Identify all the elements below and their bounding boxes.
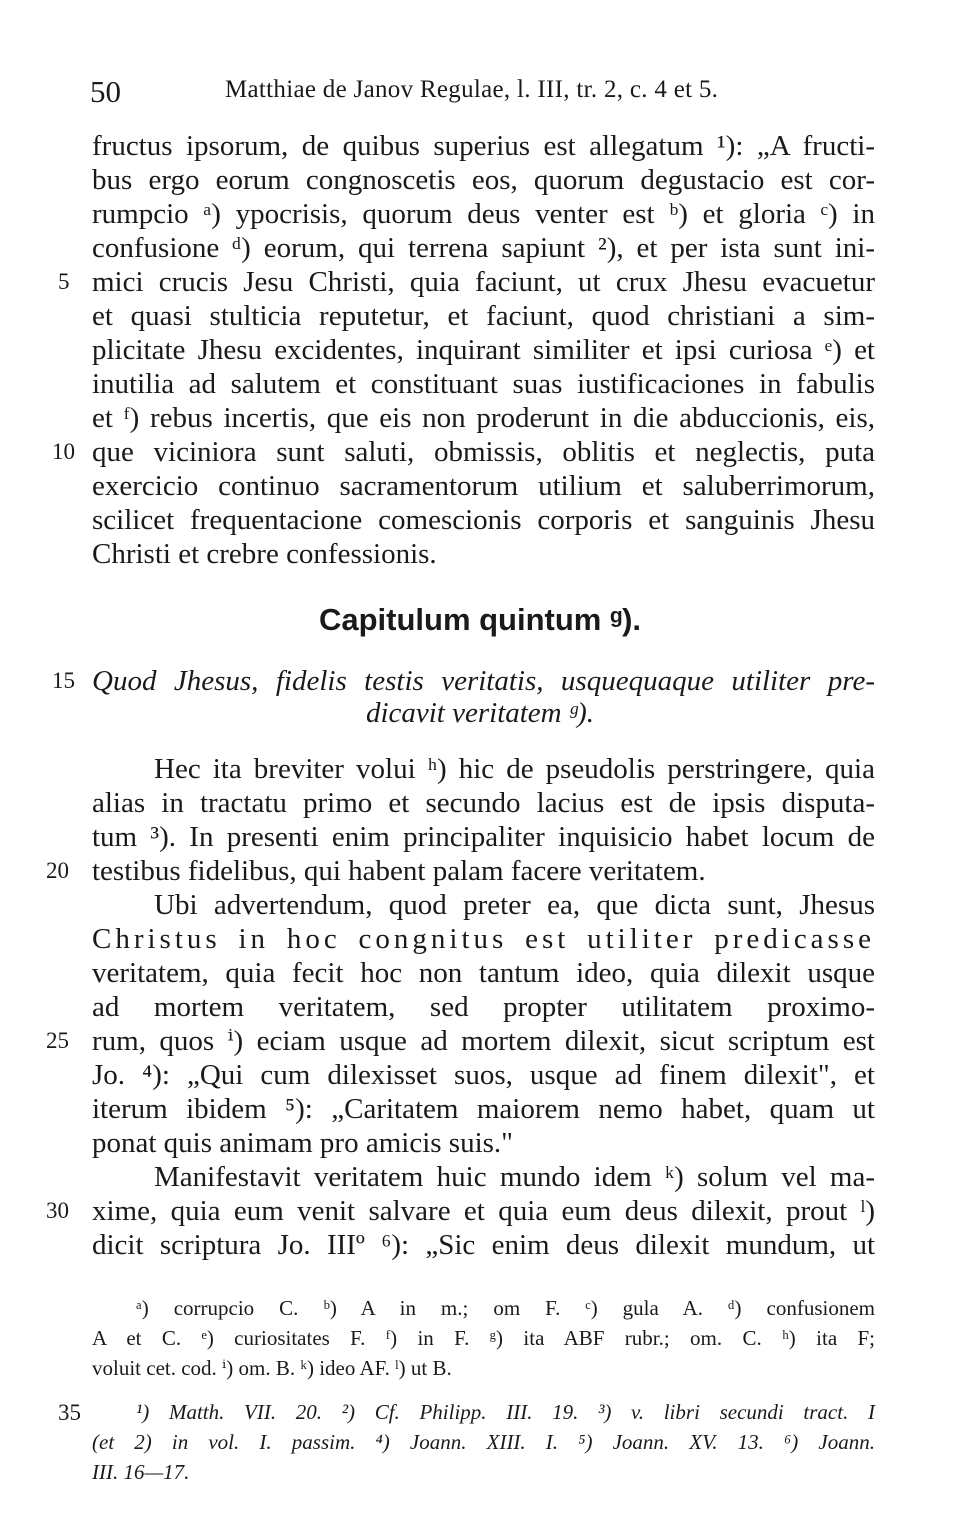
page-header bbox=[90, 74, 876, 110]
body-line: et ᶠ) rebus incertis, que eis non proderunt in die abduccionis, eis, bbox=[92, 402, 875, 434]
apparatus-note: A et C. ᵉ) curiositates F. ᶠ) in F. ᵍ) ita ABF rubr.; om. C. ʰ) ita F; bbox=[92, 1326, 875, 1350]
apparatus-note: ᵃ) corrupcio C. ᵇ) A in m.; om F. ᶜ) gula A. ᵈ) confusionem bbox=[136, 1296, 875, 1320]
body-line: iterum ibidem ⁵): „Caritatem maiorem nemo habet, quam ut bbox=[92, 1093, 875, 1125]
line-number: 15 bbox=[52, 668, 75, 693]
body-line: xime, quia eum venit salvare et quia eum deus dilexit, prout ˡ) bbox=[92, 1195, 875, 1227]
body-line: rumpcio ᵃ) ypocrisis, quorum deus venter est ᵇ) et gloria ᶜ) in bbox=[92, 198, 875, 230]
body-line: rum, quos ⁱ) eciam usque ad mortem dilexit, sicut scriptum est bbox=[92, 1025, 875, 1057]
body-line: Jo. ⁴): „Qui cum dilexisset suos, usque ad finem dilexit", et bbox=[92, 1059, 875, 1091]
page-number: 50 bbox=[90, 74, 121, 109]
body-line: ponat quis animam pro amicis suis." bbox=[92, 1127, 514, 1159]
body-line: et quasi stulticia reputetur, et faciunt, quod christiani a sim- bbox=[92, 300, 875, 332]
source-note: ¹) Matth. VII. 20. ²) Cf. Philipp. III. 19. ³) v. libri secundi tract. I bbox=[136, 1400, 875, 1424]
body-line: mici crucis Jesu Christi, quia faciunt, ut crux Jhesu evacuetur bbox=[92, 266, 875, 298]
body-line: veritatem, quia fecit hoc non tantum ideo, quia dilexit usque bbox=[92, 957, 875, 989]
rubric-line: dicavit veritatem ᵍ). bbox=[365, 697, 595, 729]
line-number: 5 bbox=[58, 269, 70, 294]
body-line: plicitate Jhesu excidentes, inquirant similiter et ipsi curiosa ᵉ) et bbox=[92, 334, 875, 366]
body-line: fructus ipsorum, de quibus superius est allegatum ¹): „A fructi- bbox=[92, 130, 875, 162]
body-line: dicit scriptura Jo. IIIº ⁶): „Sic enim deus dilexit mundum, ut bbox=[92, 1229, 875, 1261]
line-number: 30 bbox=[46, 1198, 69, 1223]
body-line: testibus fidelibus, qui habent palam facere veritatem. bbox=[92, 855, 706, 887]
body-line: Ubi advertendum, quod preter ea, que dicta sunt, Jhesus bbox=[154, 889, 875, 921]
body-line: Manifestavit veritatem huic mundo idem ᵏ) solum vel ma- bbox=[154, 1161, 875, 1193]
source-note: III. 16—17. bbox=[92, 1460, 190, 1484]
body-line: bus ergo eorum congnoscetis eos, quorum degustacio est cor- bbox=[92, 164, 875, 196]
apparatus-note: voluit cet. cod. ⁱ) om. B. ᵏ) ideo AF. ˡ) ut B. bbox=[92, 1356, 452, 1380]
line-number: 25 bbox=[46, 1028, 69, 1053]
body-line: Christi et crebre confessionis. bbox=[92, 538, 437, 570]
body-line: inutilia ad salutem et constituant suas iustificaciones in fabulis bbox=[92, 368, 875, 400]
body-line: tum ³). In presenti enim principaliter inquisicio habet locum de bbox=[92, 821, 875, 853]
body-line: exercicio continuo sacramentorum utilium et saluberrimorum, bbox=[92, 470, 875, 502]
body-line: confusione ᵈ) eorum, qui terrena sapiunt ²), et per ista sunt ini- bbox=[92, 232, 875, 264]
body-line: alias in tractatu primo et secundo lacius est de ipsis disputa- bbox=[92, 787, 875, 819]
line-number: 10 bbox=[52, 439, 75, 464]
body-line: ad mortem veritatem, sed propter utilitatem proximo- bbox=[92, 991, 875, 1023]
chapter-heading: Capitulum quintum ᵍ). bbox=[318, 602, 642, 637]
body-line: Christus in hoc congnitus est utiliter predicasse bbox=[92, 923, 875, 955]
line-number: 35 bbox=[58, 1400, 81, 1425]
body-line: Hec ita breviter volui ʰ) hic de pseudolis perstringere, quia bbox=[154, 753, 875, 785]
body-line: que viciniora sunt saluti, obmissis, oblitis et neglectis, puta bbox=[92, 436, 875, 468]
body-line: scilicet frequentacione comescionis corporis et sanguinis Jhesu bbox=[92, 504, 875, 536]
running-title: Matthiae de Janov Regulae, l. III, tr. 2, c. 4 et 5. bbox=[225, 76, 719, 103]
line-number: 20 bbox=[46, 858, 69, 883]
rubric-line: Quod Jhesus, fidelis testis veritatis, usquequaque utiliter pre- bbox=[92, 665, 875, 697]
source-note: (et 2) in vol. I. passim. ⁴) Joann. XIII. I. ⁵) Joann. XV. 13. ⁶) Joann. bbox=[92, 1430, 875, 1454]
